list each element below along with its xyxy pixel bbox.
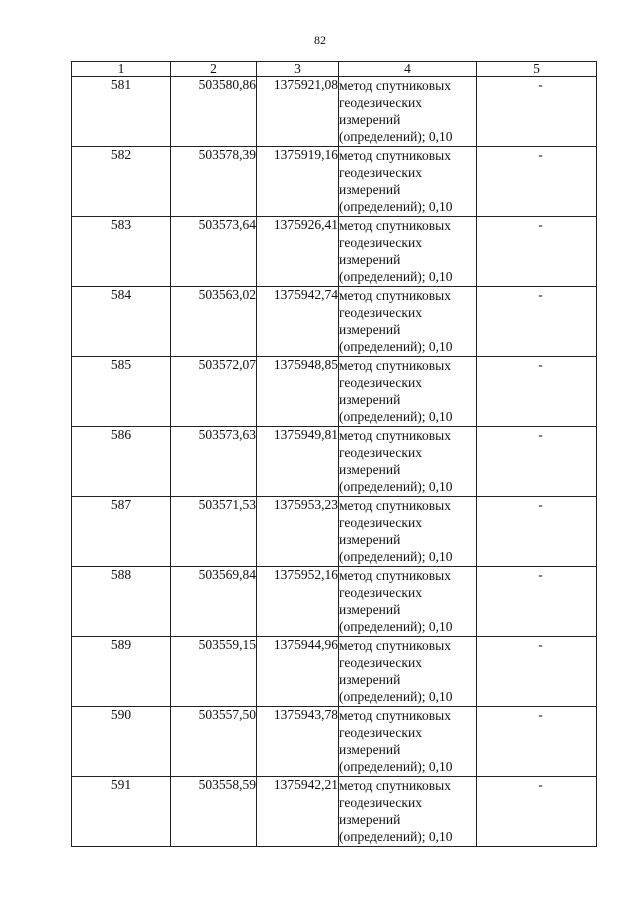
x-coordinate-cell: 503572,07 bbox=[171, 357, 257, 427]
y-coordinate-cell: 1375942,74 bbox=[257, 287, 339, 357]
table-header-row bbox=[72, 62, 597, 77]
method-line: геодезических bbox=[339, 795, 422, 810]
method-cell bbox=[339, 287, 477, 357]
column-header-4: 4 bbox=[339, 62, 477, 77]
x-coordinate-cell: 503557,50 bbox=[171, 707, 257, 777]
method-cell bbox=[339, 567, 477, 637]
point-number-cell: 582 bbox=[72, 147, 171, 217]
column-header-1: 1 bbox=[72, 62, 171, 77]
method-line: (определений); 0,10 bbox=[339, 759, 453, 774]
method-line: метод спутниковых bbox=[339, 78, 451, 93]
method-line: геодезических bbox=[339, 165, 422, 180]
method-line: метод спутниковых bbox=[339, 358, 451, 373]
note-cell bbox=[477, 637, 597, 707]
note-cell bbox=[477, 497, 597, 567]
method-line: метод спутниковых bbox=[339, 148, 451, 163]
method-line: геодезических bbox=[339, 95, 422, 110]
note-dash: - bbox=[538, 217, 543, 232]
table-row bbox=[72, 147, 597, 217]
x-coordinate-cell: 503559,15 bbox=[171, 637, 257, 707]
x-coordinate-cell: 503573,64 bbox=[171, 217, 257, 287]
note-cell bbox=[477, 287, 597, 357]
method-line: (определений); 0,10 bbox=[339, 199, 453, 214]
note-cell bbox=[477, 707, 597, 777]
x-coordinate-cell: 503580,86 bbox=[171, 77, 257, 147]
y-coordinate-cell: 1375953,23 bbox=[257, 497, 339, 567]
method-line: геодезических bbox=[339, 375, 422, 390]
point-number-cell: 585 bbox=[72, 357, 171, 427]
method-line: измерений bbox=[339, 392, 401, 407]
column-header-3: 3 bbox=[257, 62, 339, 77]
note-dash: - bbox=[538, 707, 543, 722]
method-line: измерений bbox=[339, 112, 401, 127]
point-number-cell: 584 bbox=[72, 287, 171, 357]
method-line: измерений bbox=[339, 742, 401, 757]
x-coordinate-cell: 503573,63 bbox=[171, 427, 257, 497]
method-line: измерений bbox=[339, 252, 401, 267]
method-line: (определений); 0,10 bbox=[339, 479, 453, 494]
point-number-cell: 581 bbox=[72, 77, 171, 147]
method-line: измерений bbox=[339, 532, 401, 547]
x-coordinate-cell: 503563,02 bbox=[171, 287, 257, 357]
method-cell bbox=[339, 217, 477, 287]
method-line: (определений); 0,10 bbox=[339, 269, 453, 284]
method-cell bbox=[339, 357, 477, 427]
method-line: (определений); 0,10 bbox=[339, 619, 453, 634]
table-row bbox=[72, 637, 597, 707]
method-cell bbox=[339, 77, 477, 147]
method-cell bbox=[339, 427, 477, 497]
note-cell bbox=[477, 567, 597, 637]
method-line: геодезических bbox=[339, 515, 422, 530]
note-dash: - bbox=[538, 357, 543, 372]
method-line: измерений bbox=[339, 812, 401, 827]
y-coordinate-cell: 1375952,16 bbox=[257, 567, 339, 637]
method-cell bbox=[339, 707, 477, 777]
note-dash: - bbox=[538, 77, 543, 92]
y-coordinate-cell: 1375926,41 bbox=[257, 217, 339, 287]
method-line: измерений bbox=[339, 672, 401, 687]
point-number-cell: 586 bbox=[72, 427, 171, 497]
y-coordinate-cell: 1375943,78 bbox=[257, 707, 339, 777]
method-line: (определений); 0,10 bbox=[339, 549, 453, 564]
method-line: (определений); 0,10 bbox=[339, 339, 453, 354]
y-coordinate-cell: 1375949,81 bbox=[257, 427, 339, 497]
y-coordinate-cell: 1375948,85 bbox=[257, 357, 339, 427]
method-cell bbox=[339, 147, 477, 217]
method-line: (определений); 0,10 bbox=[339, 409, 453, 424]
method-line: метод спутниковых bbox=[339, 568, 451, 583]
note-dash: - bbox=[538, 287, 543, 302]
table-row bbox=[72, 287, 597, 357]
table-body bbox=[72, 77, 597, 847]
method-line: метод спутниковых bbox=[339, 638, 451, 653]
note-dash: - bbox=[538, 567, 543, 582]
point-number-cell: 590 bbox=[72, 707, 171, 777]
method-line: (определений); 0,10 bbox=[339, 689, 453, 704]
method-line: метод спутниковых bbox=[339, 428, 451, 443]
y-coordinate-cell: 1375944,96 bbox=[257, 637, 339, 707]
note-cell bbox=[477, 217, 597, 287]
table-row bbox=[72, 357, 597, 427]
method-line: метод спутниковых bbox=[339, 218, 451, 233]
method-line: метод спутниковых bbox=[339, 498, 451, 513]
x-coordinate-cell: 503569,84 bbox=[171, 567, 257, 637]
table-row bbox=[72, 497, 597, 567]
note-cell bbox=[477, 77, 597, 147]
y-coordinate-cell: 1375919,16 bbox=[257, 147, 339, 217]
note-dash: - bbox=[538, 637, 543, 652]
method-cell bbox=[339, 497, 477, 567]
method-line: геодезических bbox=[339, 655, 422, 670]
method-line: метод спутниковых bbox=[339, 708, 451, 723]
note-cell bbox=[477, 357, 597, 427]
method-line: измерений bbox=[339, 462, 401, 477]
point-number-cell: 588 bbox=[72, 567, 171, 637]
column-header-2: 2 bbox=[171, 62, 257, 77]
method-line: (определений); 0,10 bbox=[339, 829, 453, 844]
page-number: 82 bbox=[314, 33, 326, 47]
note-dash: - bbox=[538, 777, 543, 792]
note-dash: - bbox=[538, 497, 543, 512]
table-row bbox=[72, 777, 597, 847]
note-cell bbox=[477, 147, 597, 217]
method-cell bbox=[339, 777, 477, 847]
method-line: измерений bbox=[339, 322, 401, 337]
point-number-cell: 591 bbox=[72, 777, 171, 847]
x-coordinate-cell: 503571,53 bbox=[171, 497, 257, 567]
column-header-5: 5 bbox=[477, 62, 597, 77]
method-line: метод спутниковых bbox=[339, 288, 451, 303]
note-cell bbox=[477, 777, 597, 847]
coordinates-table bbox=[71, 61, 597, 847]
method-line: (определений); 0,10 bbox=[339, 129, 453, 144]
table-row bbox=[72, 217, 597, 287]
method-line: измерений bbox=[339, 602, 401, 617]
x-coordinate-cell: 503558,59 bbox=[171, 777, 257, 847]
method-line: геодезических bbox=[339, 585, 422, 600]
method-line: метод спутниковых bbox=[339, 778, 451, 793]
method-line: геодезических bbox=[339, 445, 422, 460]
point-number-cell: 587 bbox=[72, 497, 171, 567]
note-dash: - bbox=[538, 147, 543, 162]
method-cell bbox=[339, 637, 477, 707]
method-line: геодезических bbox=[339, 235, 422, 250]
point-number-cell: 583 bbox=[72, 217, 171, 287]
method-line: геодезических bbox=[339, 725, 422, 740]
y-coordinate-cell: 1375921,08 bbox=[257, 77, 339, 147]
table-row bbox=[72, 427, 597, 497]
table-row bbox=[72, 77, 597, 147]
note-cell bbox=[477, 427, 597, 497]
y-coordinate-cell: 1375942,21 bbox=[257, 777, 339, 847]
point-number-cell: 589 bbox=[72, 637, 171, 707]
note-dash: - bbox=[538, 427, 543, 442]
x-coordinate-cell: 503578,39 bbox=[171, 147, 257, 217]
method-line: геодезических bbox=[339, 305, 422, 320]
method-line: измерений bbox=[339, 182, 401, 197]
table-row bbox=[72, 567, 597, 637]
table-row bbox=[72, 707, 597, 777]
